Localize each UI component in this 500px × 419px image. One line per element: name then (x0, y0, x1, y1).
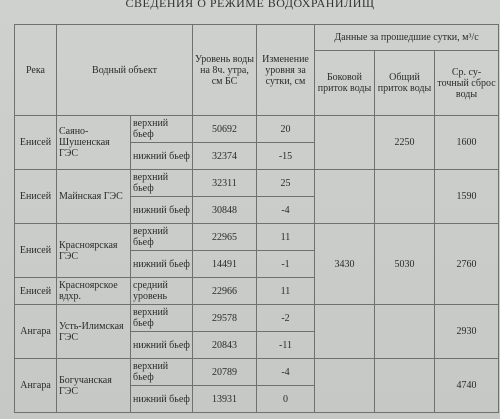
discharge-cell: 4740 (435, 359, 499, 413)
total-cell (375, 170, 435, 224)
object-cell: Красноярское вдхр. (57, 278, 131, 305)
side-cell: средний уровень (131, 278, 193, 305)
level-cell: 32374 (193, 143, 257, 170)
change-cell: -4 (257, 197, 315, 224)
change-cell: 25 (257, 170, 315, 197)
river-cell: Ангара (15, 359, 57, 413)
side-cell: нижний бьеф (131, 251, 193, 278)
side-cell: нижний бьеф (131, 197, 193, 224)
side-cell: нижний бьеф (131, 386, 193, 413)
lateral-cell: 3430 (315, 224, 375, 305)
lateral-cell (315, 359, 375, 413)
river-cell: Енисей (15, 224, 57, 278)
table-row (15, 170, 499, 197)
level-cell: 22966 (193, 278, 257, 305)
discharge-cell: 2930 (435, 305, 499, 359)
lateral-cell (315, 116, 375, 170)
level-cell: 13931 (193, 386, 257, 413)
header-change: Изменение уровня за сутки, см (257, 25, 315, 116)
side-cell: верхний бьеф (131, 359, 193, 386)
change-cell: -1 (257, 251, 315, 278)
table-row (15, 116, 499, 143)
discharge-cell: 1590 (435, 170, 499, 224)
total-cell: 5030 (375, 224, 435, 305)
side-cell: нижний бьеф (131, 332, 193, 359)
document-title: СВЕДЕНИЯ О РЕЖИМЕ ВОДОХРАНИЛИЩ (125, 0, 375, 10)
level-cell: 32311 (193, 170, 257, 197)
side-cell: верхний бьеф (131, 170, 193, 197)
side-cell: верхний бьеф (131, 305, 193, 332)
header-lateral: Боковой приток воды (315, 51, 375, 116)
river-cell: Енисей (15, 170, 57, 224)
discharge-cell: 2760 (435, 224, 499, 305)
object-cell: Богучанская ГЭС (57, 359, 131, 413)
change-cell: -11 (257, 332, 315, 359)
change-cell: -4 (257, 359, 315, 386)
change-cell: 0 (257, 386, 315, 413)
header-daily: Данные за прошедшие сутки, м³/с (315, 25, 499, 51)
total-cell (375, 359, 435, 413)
level-cell: 50692 (193, 116, 257, 143)
change-cell: -15 (257, 143, 315, 170)
table-row (15, 359, 499, 386)
object-cell: Майнская ГЭС (57, 170, 131, 224)
change-cell: 11 (257, 224, 315, 251)
side-cell: верхний бьеф (131, 116, 193, 143)
discharge-cell: 1600 (435, 116, 499, 170)
lateral-cell (315, 170, 375, 224)
object-cell: Саяно-Шушенская ГЭС (57, 116, 131, 170)
lateral-cell (315, 305, 375, 359)
table-row (15, 224, 499, 251)
total-cell: 2250 (375, 116, 435, 170)
change-cell: -2 (257, 305, 315, 332)
river-cell: Енисей (15, 278, 57, 305)
change-cell: 11 (257, 278, 315, 305)
level-cell: 30848 (193, 197, 257, 224)
header-object: Водный объект (57, 25, 193, 116)
object-cell: Красноярская ГЭС (57, 224, 131, 278)
header-level: Уровень воды на 8ч. утра, см БС (193, 25, 257, 116)
river-cell: Ангара (15, 305, 57, 359)
level-cell: 22965 (193, 224, 257, 251)
header-discharge: Ср. су-точный сброс воды (435, 51, 499, 116)
header-river: Река (15, 25, 57, 116)
side-cell: верхний бьеф (131, 224, 193, 251)
level-cell: 29578 (193, 305, 257, 332)
object-cell: Усть-Илимская ГЭС (57, 305, 131, 359)
header-total: Общий приток воды (375, 51, 435, 116)
level-cell: 20789 (193, 359, 257, 386)
level-cell: 14491 (193, 251, 257, 278)
reservoir-table (14, 24, 499, 413)
side-cell: нижний бьеф (131, 143, 193, 170)
total-cell (375, 305, 435, 359)
level-cell: 20843 (193, 332, 257, 359)
table-row (15, 305, 499, 332)
change-cell: 20 (257, 116, 315, 143)
river-cell: Енисей (15, 116, 57, 170)
